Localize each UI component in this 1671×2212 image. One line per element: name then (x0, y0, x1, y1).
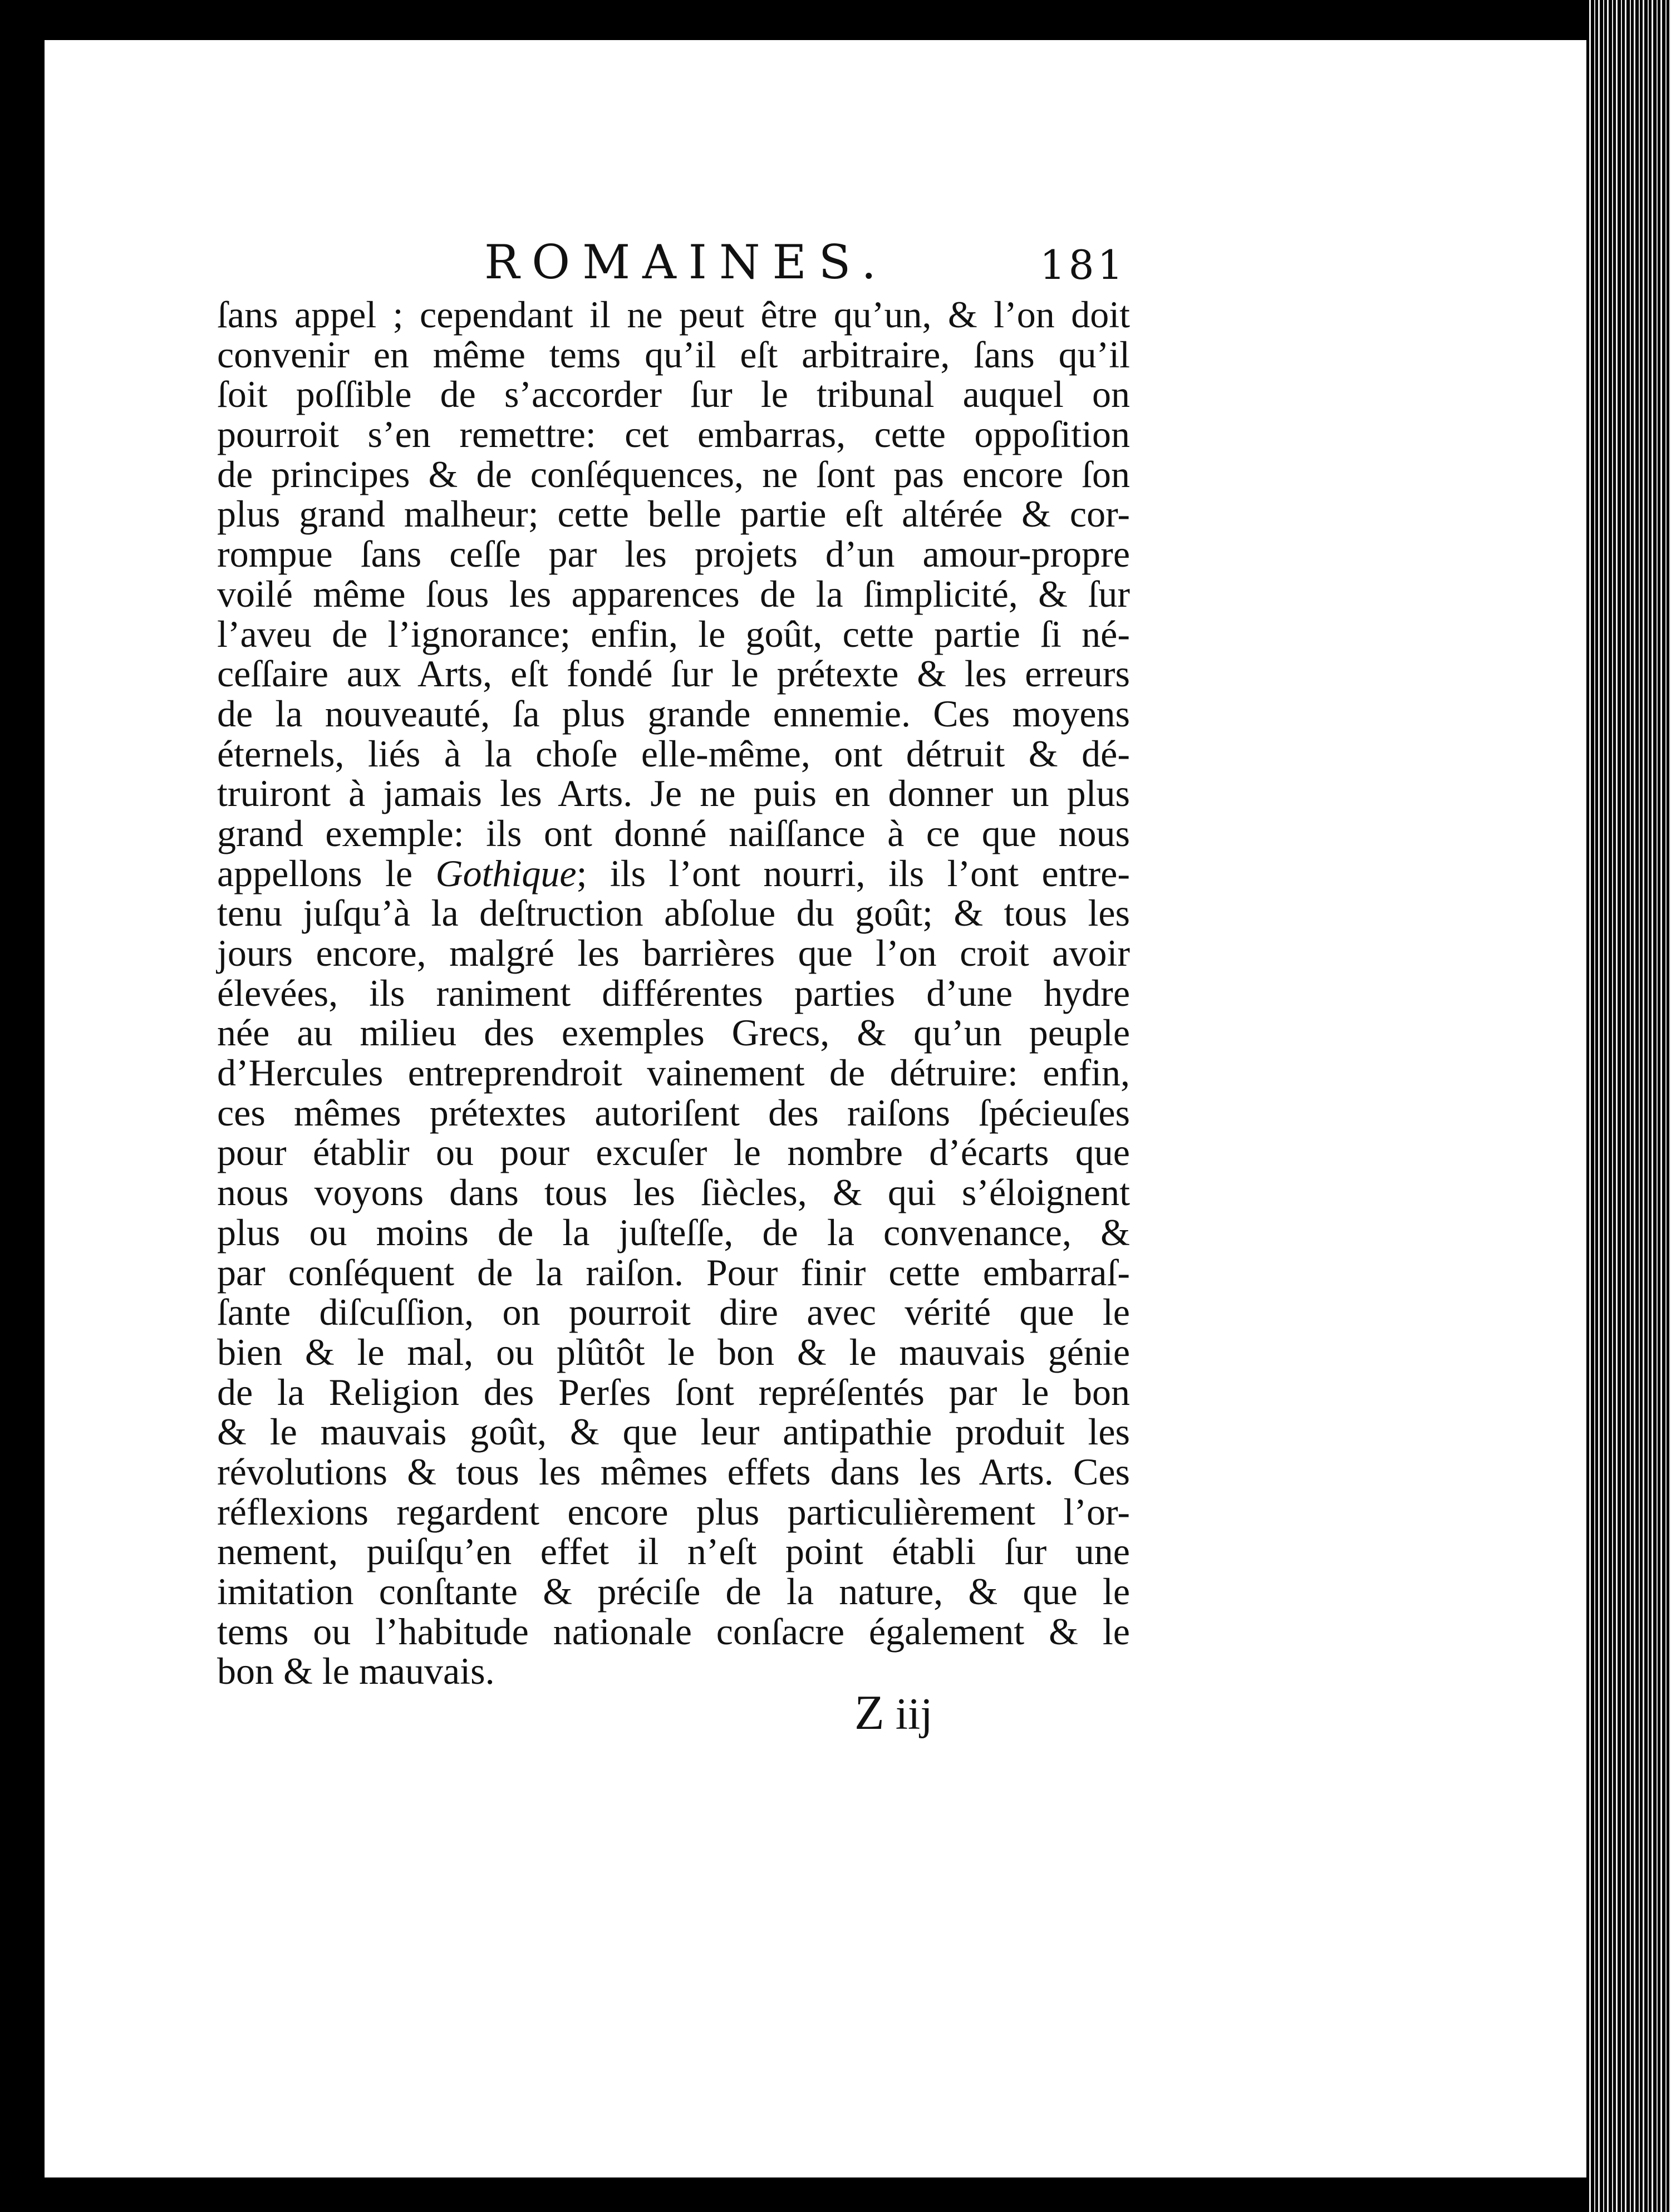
page-block-edge (1586, 0, 1671, 2212)
text-line: ſante diſcuſſion, on pourroit dire avec vérité que le (217, 1291, 1130, 1334)
text-line: d’Hercules entreprendroit vainement de détruire: enfin, (217, 1051, 1130, 1094)
page-number: 181 (1040, 242, 1127, 288)
text-line: née au milieu des exemples Grecs, & qu’un peuple (217, 1011, 1130, 1054)
text-line: de la Religion des Perſes ſont repréſentés par le bon (217, 1370, 1130, 1413)
text-line: voilé même ſous les apparences de la ſimplicité, & ſur (217, 572, 1130, 615)
italic-term: Gothique (435, 852, 577, 894)
signature-letter: Z (854, 1686, 884, 1740)
text-line: rompue ſans ceſſe par les projets d’un amour-propre (217, 533, 1130, 576)
text-line: bon & le mauvais. (217, 1650, 495, 1693)
text-line: tems ou l’habitude nationale conſacre également & le (217, 1610, 1130, 1653)
text-line: de la nouveauté, ſa plus grande ennemie. Ces moyens (217, 692, 1130, 735)
text-line: tenu juſqu’à la deſtruction abſolue du goût; & tous les (217, 892, 1130, 935)
text-segment: appellons le (217, 852, 436, 894)
text-line: ces mêmes prétextes autoriſent des raiſons ſpécieuſes (217, 1091, 1130, 1134)
text-line: révolutions & tous les mêmes effets dans les Arts. Ces (217, 1450, 1130, 1493)
text-line: plus ou moins de la juſteſſe, de la convenance, & (217, 1211, 1130, 1254)
text-line: nous voyons dans tous les ſiècles, & qui s’éloignent (217, 1171, 1130, 1214)
text-line-with-italic (217, 854, 1130, 894)
text-line: truiront à jamais les Arts. Je ne puis en donner un plus (217, 772, 1130, 815)
signature-numeral: iij (895, 1690, 933, 1739)
text-line: jours encore, malgré les barrières que l’on croit avoir (217, 932, 1130, 974)
body-text (217, 295, 1130, 1692)
text-line: & le mauvais goût, & que leur antipathie produit les (217, 1410, 1130, 1453)
text-line: pourroit s’en remettre: cet embarras, cette oppoſition (217, 413, 1130, 456)
text-line: par conſéquent de la raiſon. Pour finir cette embarraſ- (217, 1251, 1130, 1294)
text-line: l’aveu de l’ignorance; enfin, le goût, cette partie ſi né- (217, 612, 1130, 655)
text-line: réflexions regardent encore plus particulièrement l’or- (217, 1490, 1130, 1533)
running-head: ROMAINES. (484, 235, 889, 289)
text-line: grand exemple: ils ont donné naiſſance à ce que nous (217, 812, 1130, 854)
text-line: convenir en même tems qu’il eſt arbitraire, ſans qu’il (217, 333, 1130, 376)
text-segment: ; ils l’ont nourri, ils l’ont entre- (576, 852, 1130, 894)
text-line: imitation conſtante & préciſe de la nature, & que le (217, 1570, 1130, 1613)
text-line: ſoit poſſible de s’accorder ſur le tribunal auquel on (217, 373, 1130, 416)
book-page (45, 40, 1586, 2177)
text-line: pour établir ou pour excuſer le nombre d’écarts que (217, 1131, 1130, 1174)
text-line: de principes & de conſéquences, ne ſont pas encore ſon (217, 453, 1130, 495)
text-line: élevées, ils raniment différentes parties d’une hydre (217, 971, 1130, 1014)
text-line: bien & le mal, ou plûtôt le bon & le mauvais génie (217, 1330, 1130, 1373)
text-line: ſans appel ; cependant il ne peut être qu’un, & l’on doit (217, 293, 1130, 336)
text-line: plus grand malheur; cette belle partie eſt altérée & cor- (217, 493, 1130, 535)
page-header (45, 235, 1586, 296)
signature-mark (854, 1685, 932, 1741)
text-line: éternels, liés à la choſe elle-même, ont détruit & dé- (217, 732, 1130, 775)
text-line: nement, puiſqu’en effet il n’eſt point établi ſur une (217, 1530, 1130, 1573)
text-line: ceſſaire aux Arts, eſt fondé ſur le prétexte & les erreurs (217, 652, 1130, 695)
